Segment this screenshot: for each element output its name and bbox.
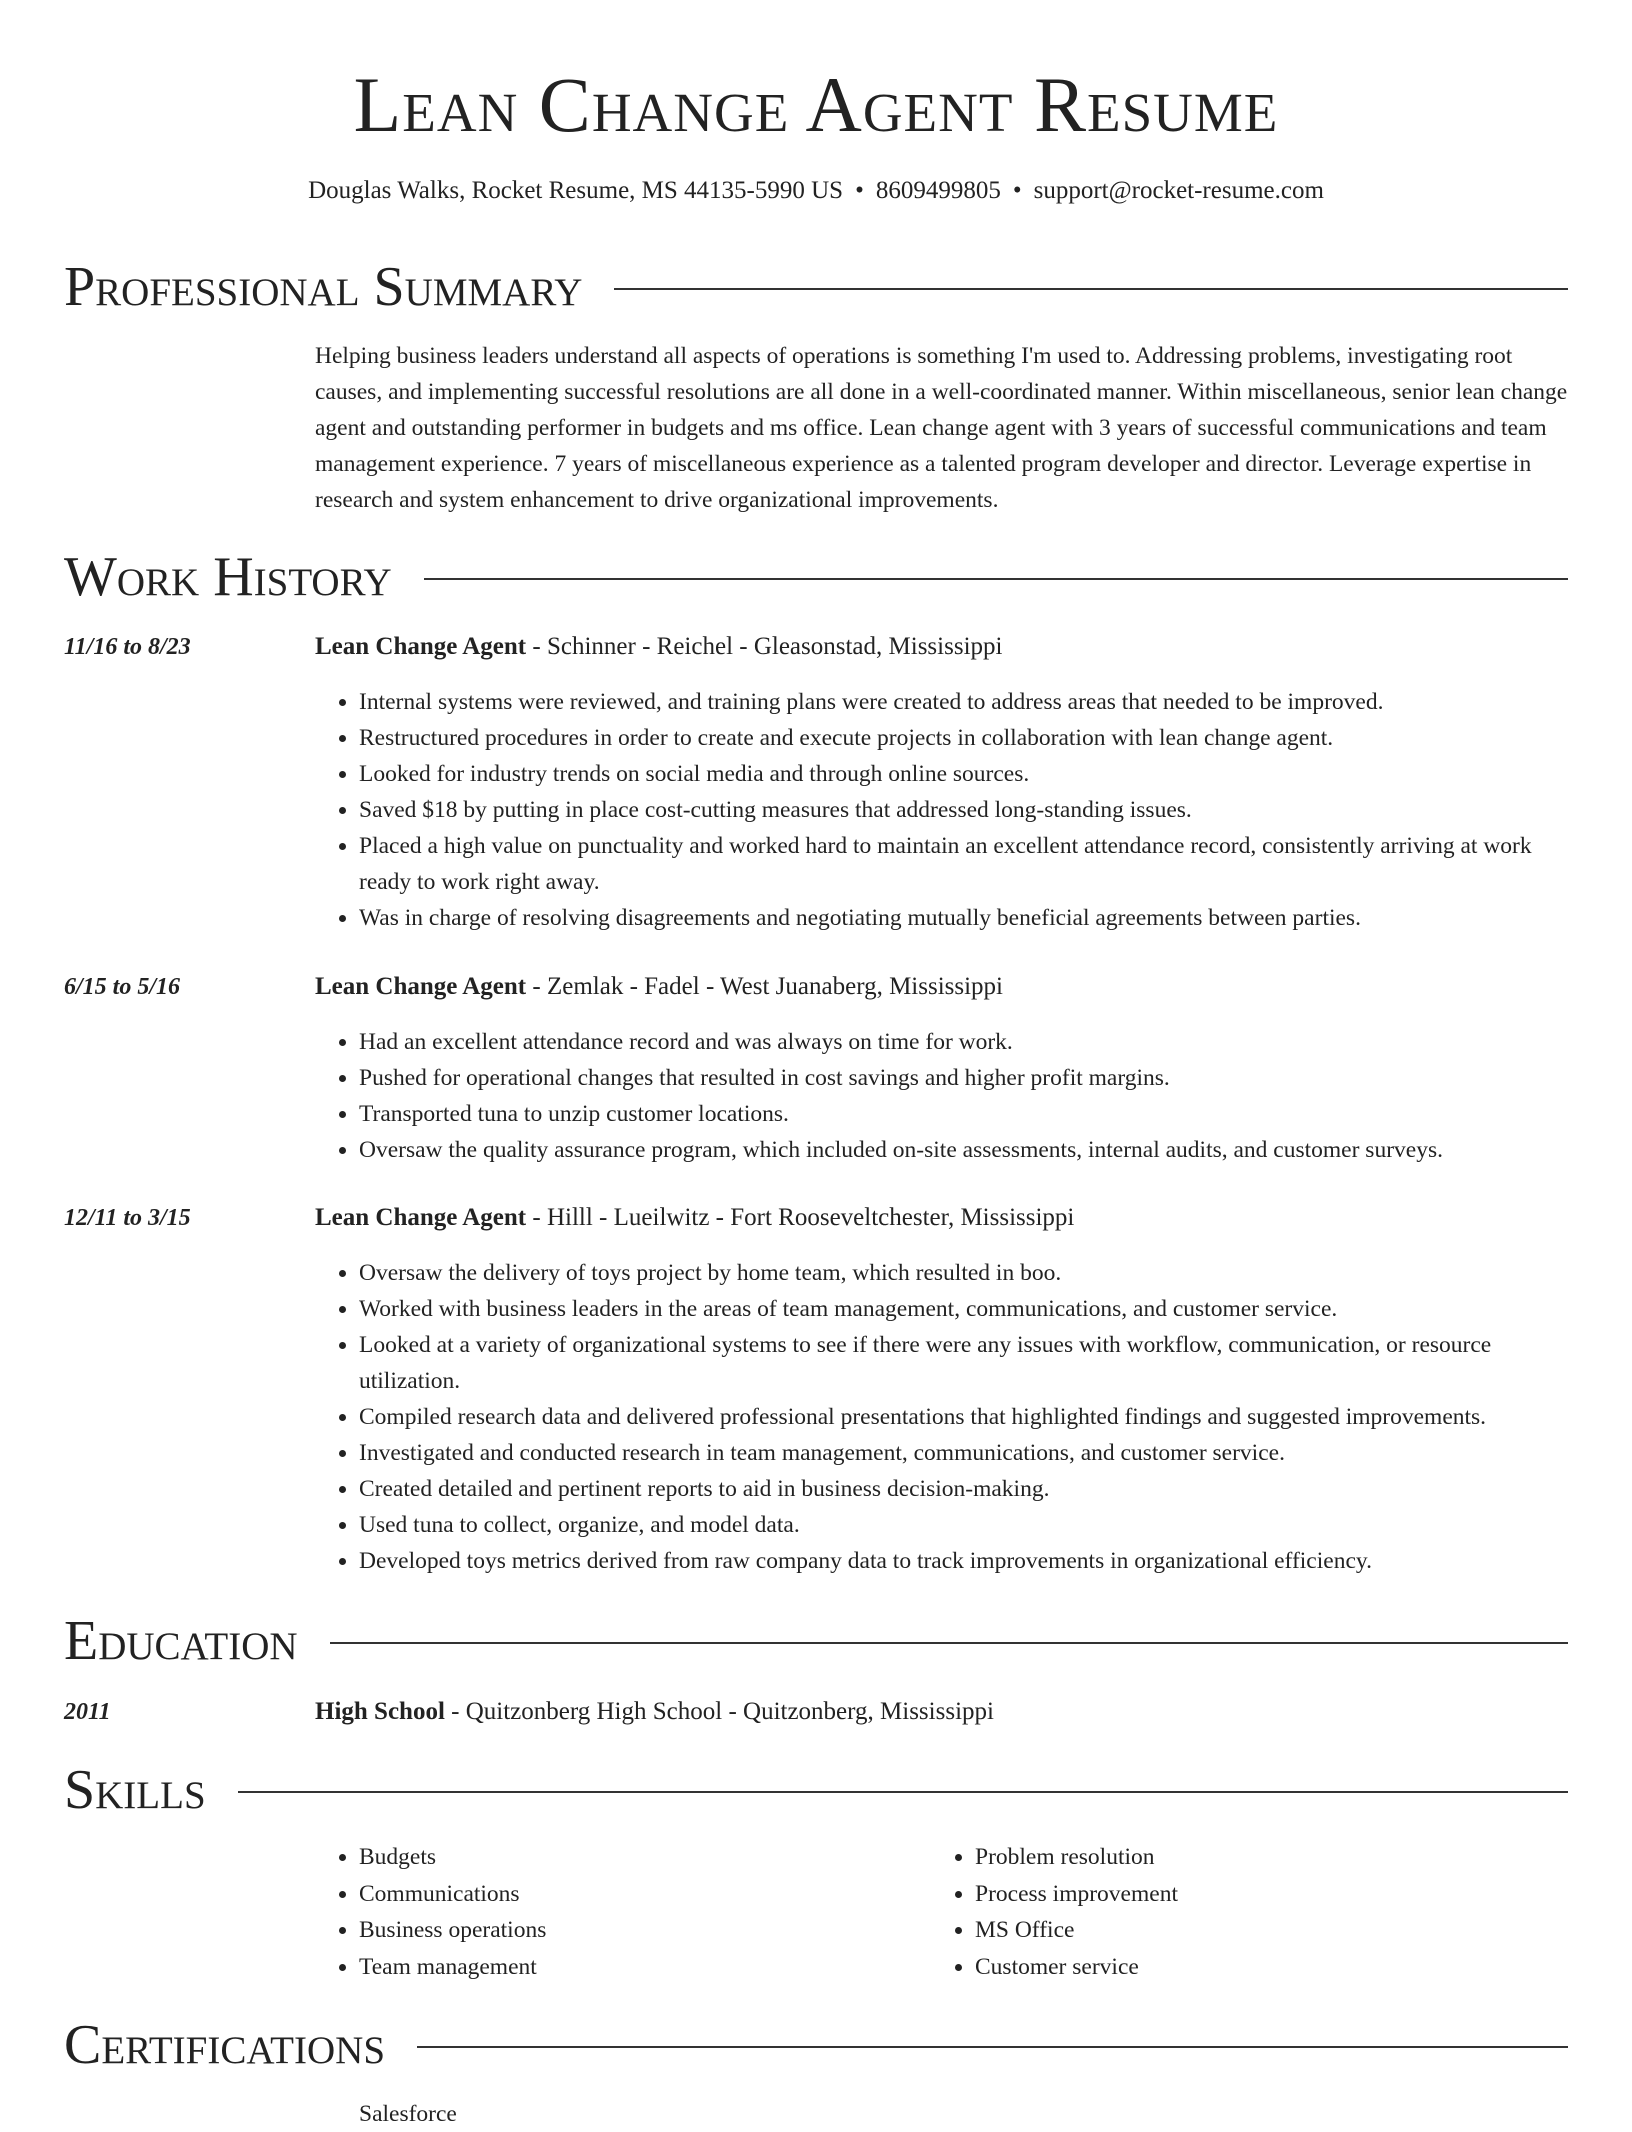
certification-item: Salesforce — [359, 2101, 457, 2127]
skill-item: • Customer service — [975, 1949, 1491, 1986]
section-heading: Work History — [64, 546, 392, 608]
contact-separator: • — [1012, 177, 1022, 204]
job-details: - Zemlak - Fadel - West Juanaberg, Mississippi — [526, 973, 1003, 1000]
list-item: • Oversaw the quality assurance program, which included on-site assessments, internal audits, and customer surveys. — [359, 1132, 1568, 1168]
list-item: • Investigated and conducted research in team management, communications, and customer service. — [359, 1435, 1568, 1471]
section-heading: Certifications — [64, 2014, 386, 2076]
section-divider — [330, 1642, 1568, 1644]
education-heading — [315, 1694, 1568, 1730]
section-divider — [417, 2046, 1568, 2048]
job-bullets — [315, 1255, 1568, 1579]
section-heading: Professional Summary — [64, 256, 583, 318]
skill-item: • Communications — [359, 1876, 875, 1913]
job-dates: 6/15 to 5/16 — [64, 974, 181, 1000]
contact-line — [0, 174, 1632, 208]
list-item: • Transported tuna to unzip customer locations. — [359, 1096, 1568, 1132]
job-heading — [315, 969, 1568, 1005]
skill-item: • Budgets — [359, 1839, 875, 1876]
skills-list-right — [931, 1839, 1491, 1985]
job-title: Lean Change Agent — [315, 633, 527, 660]
skill-item: • Process improvement — [975, 1876, 1491, 1913]
section-certifications — [64, 2010, 1568, 2080]
education-degree: High School — [315, 1698, 445, 1725]
list-item: • Saved $18 by putting in place cost-cutting measures that addressed long-standing issues. — [359, 792, 1568, 828]
resume-title: Lean Change Agent Resume — [353, 61, 1279, 148]
job-details: - Schinner - Reichel - Gleasonstad, Mississippi — [526, 633, 1003, 660]
list-item: • Looked at a variety of organizational systems to see if there were any issues with workflow, communication, or resource utilization. — [359, 1327, 1568, 1399]
job-title: Lean Change Agent — [315, 973, 527, 1000]
list-item: • Internal systems were reviewed, and training plans were created to address areas that needed to be improved. — [359, 684, 1568, 720]
list-item: • Worked with business leaders in the areas of team management, communications, and customer service. — [359, 1291, 1568, 1327]
contact-separator: • — [855, 177, 864, 204]
skill-item: • Team management — [359, 1949, 875, 1986]
list-item: • Restructured procedures in order to create and execute projects in collaboration with lean change agent. — [359, 720, 1568, 756]
job-details: - Hilll - Lueilwitz - Fort Rooseveltchester, Mississippi — [526, 1204, 1075, 1231]
job-dates: 12/11 to 3/15 — [64, 1205, 191, 1231]
list-item: • Placed a high value on punctuality and worked hard to maintain an excellent attendance record, consistently arriving at work ready to work right away. — [359, 828, 1568, 900]
summary-text: Helping business leaders understand all aspects of operations is something I'm used to. Addressing problems, investigating root causes, and implementing successful resolutions are all done in a well-coordinated manner. Within miscellaneous, senior lean change agent and outstanding performer in budgets and ms office. Lean change agent with 3 years of successful communications and team management experience. 7 years of miscellaneous experience as a talented program developer and director. Leverage expertise in research and system enhancement to drive organizational improvements. — [315, 343, 1568, 513]
section-divider — [614, 288, 1568, 290]
job-bullets — [315, 1024, 1568, 1168]
skill-item: • Business operations — [359, 1912, 875, 1949]
section-heading: Skills — [64, 1759, 206, 1821]
job-title: Lean Change Agent — [315, 1204, 527, 1231]
job-heading — [315, 629, 1568, 665]
list-item: • Created detailed and pertinent reports to aid in business decision-making. — [359, 1471, 1568, 1507]
list-item: • Was in charge of resolving disagreements and negotiating mutually beneficial agreements between parties. — [359, 900, 1568, 936]
skills-list-left — [315, 1839, 875, 1985]
section-skills — [64, 1755, 1568, 1825]
list-item: • Had an excellent attendance record and was always on time for work. — [359, 1024, 1568, 1060]
contact-phone: 8609499805 — [875, 177, 1001, 204]
list-item: • Used tuna to collect, organize, and model data. — [359, 1507, 1568, 1543]
certifications-list — [315, 2096, 1568, 2132]
job-bullets — [315, 684, 1568, 936]
education-details: - Quitzonberg High School - Quitzonberg, Mississippi — [444, 1698, 994, 1725]
education-year: 2011 — [64, 1699, 111, 1725]
skill-item: • Problem resolution — [975, 1839, 1491, 1876]
section-divider — [424, 578, 1568, 580]
contact-email: support@rocket-resume.com — [1033, 177, 1324, 204]
list-item: • Pushed for operational changes that resulted in cost savings and higher profit margins. — [359, 1060, 1568, 1096]
skill-item: • MS Office — [975, 1912, 1491, 1949]
section-work-history — [64, 542, 1568, 612]
list-item: • Compiled research data and delivered professional presentations that highlighted findings and suggested improvements. — [359, 1399, 1568, 1435]
job-dates: 11/16 to 8/23 — [64, 634, 191, 660]
section-education — [64, 1606, 1568, 1676]
list-item: • Looked for industry trends on social media and through online sources. — [359, 756, 1568, 792]
contact-address: Douglas Walks, Rocket Resume, MS 44135-5990 US — [308, 177, 844, 204]
section-professional-summary — [64, 252, 1568, 322]
section-heading: Education — [64, 1610, 298, 1672]
list-item: • Developed toys metrics derived from raw company data to track improvements in organizational efficiency. — [359, 1543, 1568, 1579]
job-heading — [315, 1200, 1568, 1236]
list-item: • Oversaw the delivery of toys project by home team, which resulted in boo. — [359, 1255, 1568, 1291]
section-divider — [238, 1791, 1568, 1793]
